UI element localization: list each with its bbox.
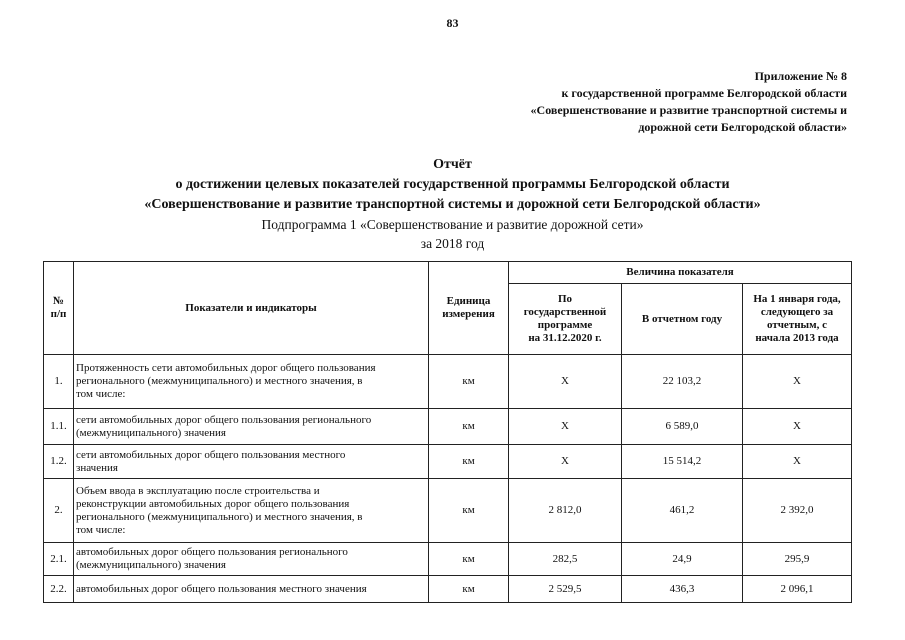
appendix-line: дорожной сети Белгородской области» [638, 120, 847, 134]
fact-value: 24,9 [622, 543, 743, 576]
table-row [44, 576, 852, 603]
row-number: 2.1. [44, 543, 74, 576]
column-group-header: Величина показателя [509, 262, 852, 284]
cumulative-value: 2 392,0 [743, 479, 852, 543]
cumulative-value: Х [743, 355, 852, 409]
plan-value: 282,5 [509, 543, 622, 576]
column-header-number: № п/п [44, 262, 74, 355]
table-row [44, 445, 852, 479]
report-period: за 2018 год [420, 236, 485, 251]
unit-cell: км [429, 479, 509, 543]
table-row [44, 409, 852, 445]
column-header-indicator: Показатели и индикаторы [74, 262, 429, 355]
unit-cell: км [429, 576, 509, 603]
table-row [44, 355, 852, 409]
unit-cell: км [429, 543, 509, 576]
cumulative-value: Х [743, 409, 852, 445]
appendix-line: Приложение № 8 [754, 69, 847, 83]
report-title: Отчёт [433, 157, 472, 172]
appendix-block [487, 68, 847, 136]
report-title-block [0, 155, 905, 253]
plan-value: Х [509, 355, 622, 409]
fact-value: 6 589,0 [622, 409, 743, 445]
indicator-text: Протяженность сети автомобильных дорог общего пользования регионального (межмуниципального) и местного значения, в том числе: [74, 355, 429, 409]
plan-value: Х [509, 445, 622, 479]
indicator-text: автомобильных дорог общего пользования местного значения [74, 576, 429, 603]
indicator-text: сети автомобильных дорог общего пользования местного значения [74, 445, 429, 479]
column-header-plan: По государственной программе на 31.12.2020 г. [509, 284, 622, 355]
appendix-line: «Совершенствование и развитие транспортной системы и [530, 103, 847, 117]
fact-value: 461,2 [622, 479, 743, 543]
unit-cell: км [429, 355, 509, 409]
column-header-unit: Единица измерения [429, 262, 509, 355]
plan-value: 2 812,0 [509, 479, 622, 543]
subprogram-title: Подпрограмма 1 «Совершенствование и развитие дорожной сети» [261, 217, 644, 232]
row-number: 1. [44, 355, 74, 409]
cumulative-value: 2 096,1 [743, 576, 852, 603]
plan-value: Х [509, 409, 622, 445]
fact-value: 436,3 [622, 576, 743, 603]
row-number: 1.2. [44, 445, 74, 479]
table-row [44, 479, 852, 543]
row-number: 2.2. [44, 576, 74, 603]
fact-value: 22 103,2 [622, 355, 743, 409]
row-number: 1.1. [44, 409, 74, 445]
column-header-fact: В отчетном году [622, 284, 743, 355]
indicator-text: автомобильных дорог общего пользования регионального (межмуниципального) значения [74, 543, 429, 576]
page-number: 83 [446, 16, 459, 30]
plan-value: 2 529,5 [509, 576, 622, 603]
unit-cell: км [429, 409, 509, 445]
indicator-text: сети автомобильных дорог общего пользования регионального (межмуниципального) значения [74, 409, 429, 445]
unit-cell: км [429, 445, 509, 479]
indicator-text: Объем ввода в эксплуатацию после строительства и реконструкции автомобильных дорог общего пользования регионального (межмуниципального) и местного значения, в том числе: [74, 479, 429, 543]
indicators-table [43, 261, 852, 603]
fact-value: 15 514,2 [622, 445, 743, 479]
column-header-cumulative: На 1 января года, следующего за отчетным, с начала 2013 года [743, 284, 852, 355]
report-subtitle-line2: «Совершенствование и развитие транспортной системы и дорожной сети Белгородской области» [144, 197, 761, 212]
cumulative-value: 295,9 [743, 543, 852, 576]
row-number: 2. [44, 479, 74, 543]
cumulative-value: Х [743, 445, 852, 479]
table-row [44, 543, 852, 576]
appendix-line: к государственной программе Белгородской области [561, 86, 847, 100]
report-subtitle-line1: о достижении целевых показателей государственной программы Белгородской области [175, 177, 730, 192]
